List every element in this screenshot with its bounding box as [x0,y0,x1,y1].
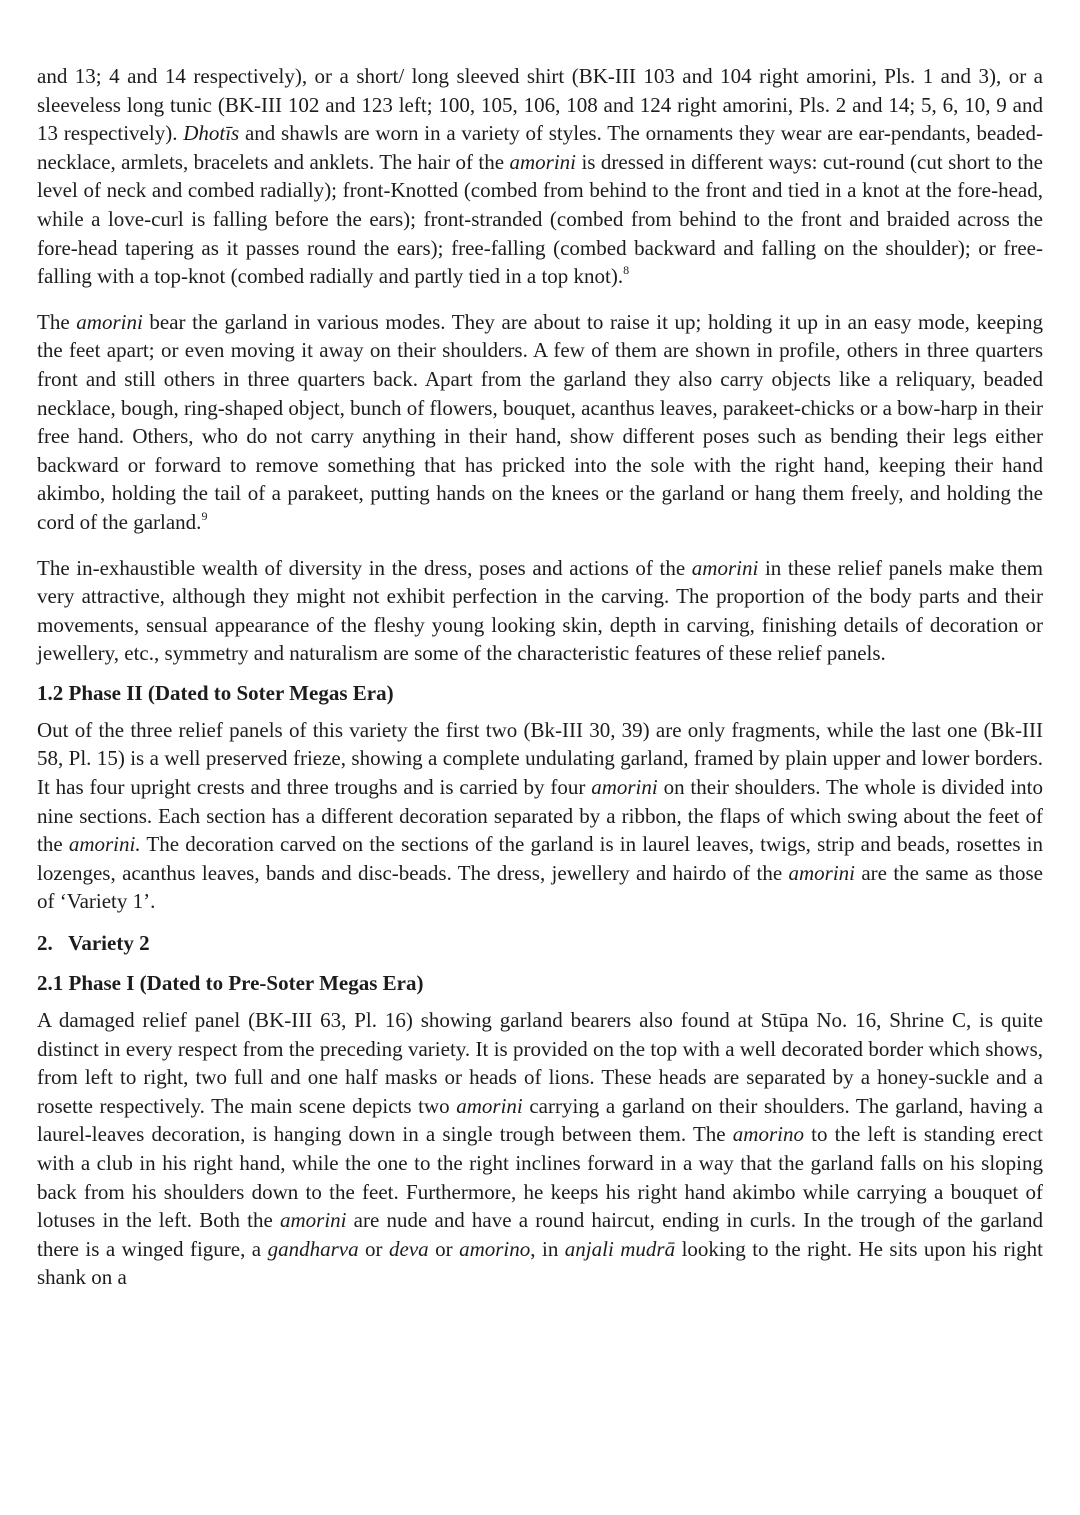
paragraph-dress-and-hair: and 13; 4 and 14 respectively), or a short/ long sleeved shirt (BK-III 103 and 104 right amorini, Pls. 1 and 3), or a sleeveless long tunic (BK-III 102 and 123 left; 100, 105, 106, 108 and 124 right amorini, Pls. 2 and 14; 5, 6, 10, 9 and 13 respectively). Dhotīs and shawls are worn in a variety of styles. The ornaments they wear are ear-pendants, beaded-necklace, armlets, bracelets and anklets. The hair of the amorini is dressed in different ways: cut-round (cut short to the level of neck and combed radially); front-Knotted (combed from behind to the front and tied in a knot at the fore-head, while a love-curl is falling before the ears); front-stranded (combed from behind to the front and braided across the fore-head tapering as it passes round the ears); free-falling (combed backward and falling on the shoulder); or free-falling with a top-knot (combed radially and partly tied in a top knot).$^8$ [37,64,1043,289]
section-heading-variety-2: 2. Variety 2 [37,931,150,956]
section-heading-phase-ii: 1.2 Phase II (Dated to Soter Megas Era) [37,680,394,705]
paragraph-diversity: The in-exhaustible wealth of diversity in the dress, poses and actions of the amorini in these relief panels make them very attractive, although they might not exhibit perfection in the carving. The proportion of the body parts and their movements, sensual appearance of the fleshy young looking skin, depth in carving, finishing details of decoration or jewellery, etc., symmetry and naturalism are some of the characteristic features of these relief panels. [37,555,1043,666]
paragraph-garland-modes: The amorini bear the garland in various modes. They are about to raise it up; holding it up in an easy mode, keeping the feet apart; or even moving it away on their shoulders. A few of them are shown in profile, others in three quarters front and still others in three quarters back. Apart from the garland they also carry objects like a reliquary, beaded necklace, bough, ring-shaped object, bunch of flowers, bouquet, acanthus leaves, parakeet-chicks or a bow-harp in their free hand. Others, who do not carry anything in their hand, show different poses such as bending their legs either backward or forward to remove something that has pricked into the sole with the right hand, keeping their hand akimbo, holding the tail of a parakeet, putting hands on the knees or the garland or hang them freely, and holding the cord of the garland.$^9$ [37,309,1043,534]
footnote-marker: 8 [623,263,630,278]
paragraph-phase-i: A damaged relief panel (BK-III 63, Pl. 16) showing garland bearers also found at Stūpa No. 16, Shrine C, is quite distinct in every respect from the preceding variety. It is provided on the top with a well decorated border which shows, from left to right, two full and one half masks or heads of lions. These heads are separated by a honey-suckle and a rosette respectively. The main scene depicts two amorini carrying a garland on their shoulders. The garland, having a laurel-leaves decoration, is hanging down in a single trough between them. The amorino to the left is standing erect with a club in his right hand, while the one to the right inclines forward in a way that the garland falls on his sloping back from his shoulders down to the feet. Furthermore, he keeps his right hand akimbo while carrying a bouquet of lotuses in the left. Both the amorini are nude and have a round haircut, ending in curls. In the trough of the garland there is a winged figure, a gandharva or deva or amorino, in anjali mudrā looking to the right. He sits upon his right shank on a [37,1008,1043,1290]
section-heading-phase-i: 2.1 Phase I (Dated to Pre-Soter Megas Era) [37,971,424,996]
paragraph-phase-ii: Out of the three relief panels of this variety the first two (Bk-III 30, 39) are only fragments, while the last one (Bk-III 58, Pl. 15) is a well preserved frieze, showing a complete undulating garland, framed by plain upper and lower borders. It has four upright crests and three troughs and is carried by four amorini on their shoulders. The whole is divided into nine sections. Each section has a different decoration separated by a ribbon, the flaps of which swing about the feet of the amorini. The decoration carved on the sections of the garland is in laurel leaves, twigs, strip and beads, rosettes in lozenges, acanthus leaves, bands and disc-beads. The dress, jewellery and hairdo of the amorini are the same as those of ‘Variety 1’. [37,717,1044,914]
document-page [37,62,1043,1292]
footnote-marker: 9 [201,508,208,523]
